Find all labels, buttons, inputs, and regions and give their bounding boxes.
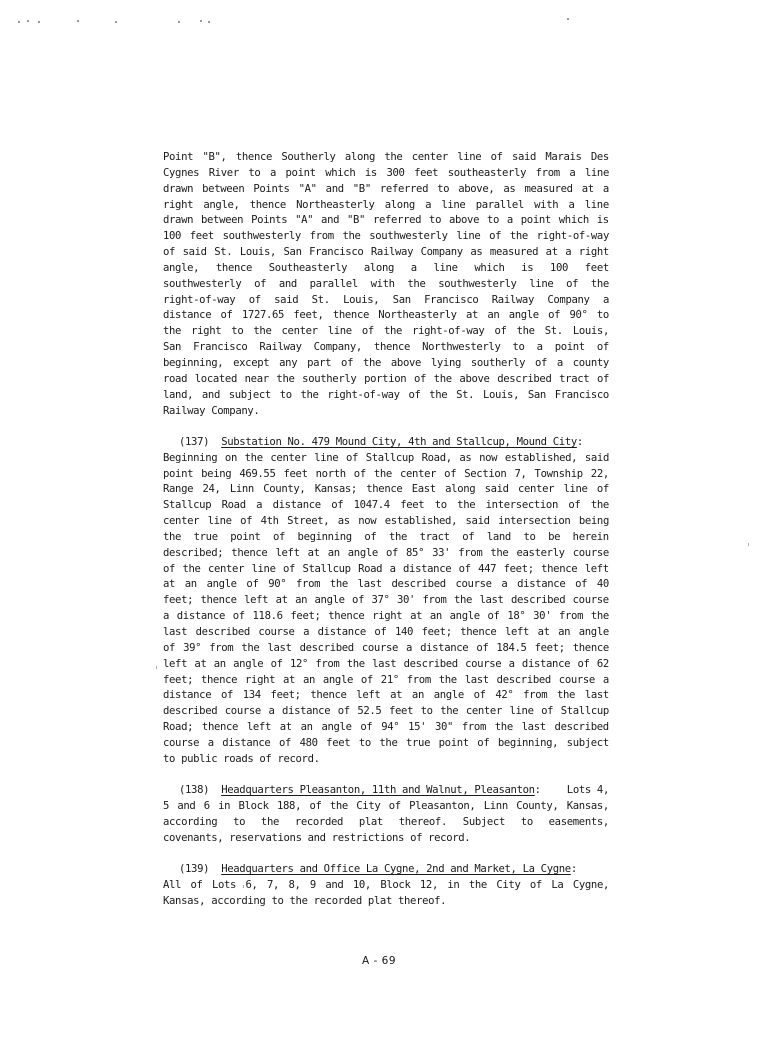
- text-line: right-of-way of said St. Louis, San Francisco Railway Company a: [163, 293, 609, 306]
- paragraph-item-137: [163, 435, 609, 768]
- text-line: covenants, reservations and restrictions of record.: [163, 831, 471, 844]
- item-number: (139): [179, 862, 210, 875]
- paragraph-item-139: [163, 862, 609, 910]
- text-line: point being 469.55 feet north of the center of Section 7, Township 22,: [163, 467, 609, 480]
- paragraph-item-138: [163, 783, 609, 846]
- text-line: a distance of 118.6 feet; thence right at an angle of 18° 30' from the: [163, 610, 609, 623]
- text-line: All of Lots 6, 7, 8, 9 and 10, Block 12, in the City of La Cygne,: [163, 878, 609, 891]
- text-line: according to the recorded plat thereof. Subject to easements,: [163, 815, 609, 828]
- item-heading-tail: Lots 4,: [566, 784, 609, 797]
- scan-mark: [156, 666, 157, 669]
- text-line: course a distance of 480 feet to the true point of beginning, subject: [163, 736, 609, 749]
- document-body: [163, 150, 609, 909]
- item-heading-line: (138) Headquarters Pleasanton, 11th and Walnut, Pleasanton : Lots 4,: [163, 783, 609, 799]
- text-line: of 39° from the last described course a distance of 184.5 feet; thence: [163, 641, 609, 654]
- item-heading-line: (137) Substation No. 479 Mound City, 4th and Stallcup, Mound City :: [163, 435, 609, 451]
- text-line: Railway Company.: [163, 404, 260, 417]
- text-line: described; thence left at an angle of 85° 33' from the easterly course: [163, 546, 609, 559]
- text-line: right angle, thence Northeasterly along a line parallel with a line: [163, 198, 609, 211]
- text-line: 5 and 6 in Block 188, of the City of Pleasanton, Linn County, Kansas,: [163, 799, 609, 812]
- text-line: angle, thence Southeasterly along a line which is 100 feet: [163, 261, 609, 274]
- text-line: drawn between Points "A" and "B" referred to above to a point which is: [163, 214, 609, 227]
- text-line: distance of 1727.65 feet, thence Northeasterly at an angle of 90° to: [163, 309, 609, 322]
- item-heading: Headquarters Pleasanton, 11th and Walnut, Pleasanton: [221, 784, 535, 797]
- scan-speck: [208, 21, 210, 23]
- text-line: Stallcup Road a distance of 1047.4 feet to the intersection of the: [163, 499, 609, 512]
- text-line: 100 feet southwesterly from the southwesterly line of the right-of-way: [163, 230, 609, 243]
- text-line: distance of 134 feet; thence left at an angle of 42° from the last: [163, 689, 609, 702]
- text-line: last described course a distance of 140 feet; thence left at an angle: [163, 625, 609, 638]
- item-number: (138): [179, 784, 210, 797]
- text-line: of the center line of Stallcup Road a distance of 447 feet; thence left: [163, 562, 609, 575]
- text-line: road located near the southerly portion of the above described tract of: [163, 372, 609, 385]
- text-line: Beginning on the center line of Stallcup Road, as now established, said: [163, 451, 609, 464]
- text-line: southwesterly of and parallel with the southwesterly line of the: [163, 277, 609, 290]
- page-number: A - 69: [362, 955, 397, 967]
- scan-speck: [200, 20, 202, 22]
- text-line: Point "B", thence Southerly along the center line of said Marais Des: [163, 151, 609, 163]
- item-heading-line: (139) Headquarters and Office La Cygne, 2nd and Market, La Cygne :: [163, 862, 609, 878]
- scan-speck: [38, 21, 40, 23]
- item-heading: Substation No. 479 Mound City, 4th and Stallcup, Mound City: [221, 435, 577, 448]
- text-line: Range 24, Linn County, Kansas; thence East along said center line of: [163, 483, 609, 496]
- item-heading: Headquarters and Office La Cygne, 2nd and Market, La Cygne: [221, 862, 571, 875]
- text-line: Cygnes River to a point which is 300 feet southeasterly from a line: [163, 166, 609, 179]
- text-line: left at an angle of 12° from the last described course a distance of 62: [163, 657, 609, 670]
- text-line: San Francisco Railway Company, thence Northwesterly to a point of: [163, 341, 609, 354]
- text-line: drawn between Points "A" and "B" referred to above, as measured at a: [163, 182, 609, 195]
- text-line: Road; thence left at an angle of 94° 15' 30" from the last described: [163, 721, 609, 734]
- scan-speck: [77, 20, 79, 22]
- text-line: Kansas, according to the recorded plat thereof.: [163, 894, 447, 907]
- scan-speck: [18, 21, 20, 23]
- text-line: the right to the center line of the right-of-way of the St. Louis,: [163, 325, 609, 338]
- paragraph-continuation: [163, 150, 609, 419]
- text-line: of said St. Louis, San Francisco Railway Company as measured at a right: [163, 246, 609, 259]
- text-line: the true point of beginning of the tract of land to be herein: [163, 530, 609, 543]
- scan-mark: [748, 543, 749, 546]
- text-line: land, and subject to the right-of-way of the St. Louis, San Francisco: [163, 388, 609, 401]
- text-line: center line of 4th Street, as now established, said intersection being: [163, 515, 609, 528]
- text-line: feet; thence left at an angle of 37° 30' from the last described course: [163, 594, 609, 607]
- scan-speck: [178, 21, 180, 23]
- scan-speck: [567, 18, 569, 20]
- text-line: at an angle of 90° from the last described course a distance of 40: [163, 578, 609, 591]
- scan-specks: [0, 18, 767, 26]
- text-line: feet; thence right at an angle of 21° from the last described course a: [163, 673, 609, 686]
- scan-speck: [27, 20, 29, 22]
- item-number: (137): [179, 435, 210, 448]
- text-line: to public roads of record.: [163, 752, 320, 765]
- text-line: beginning, except any part of the above lying southerly of a county: [163, 356, 609, 369]
- scan-speck: [115, 21, 117, 23]
- text-line: described course a distance of 52.5 feet to the center line of Stallcup: [163, 705, 609, 718]
